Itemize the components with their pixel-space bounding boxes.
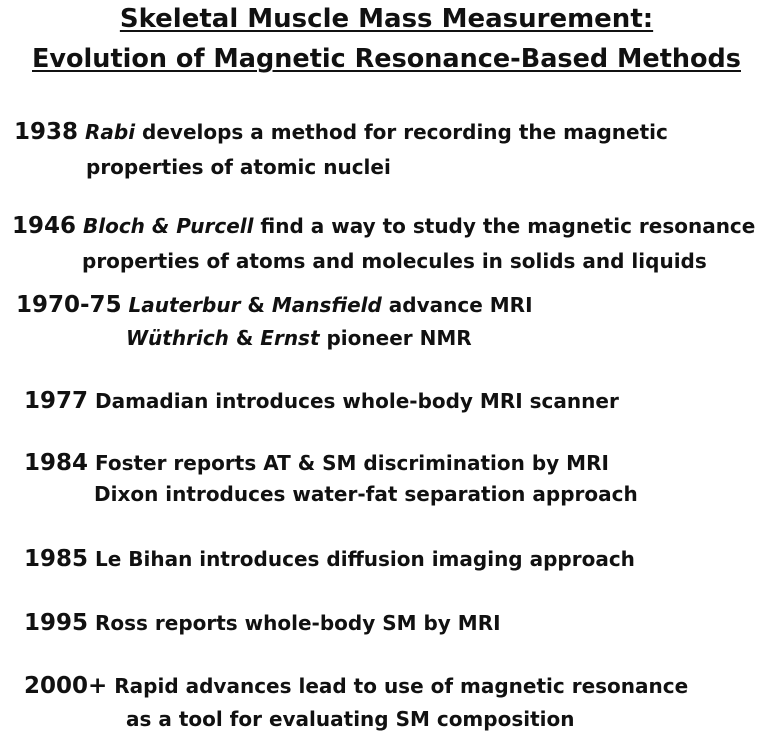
entry-1946-line-1 xyxy=(12,212,755,240)
entry-text: find a way to study the magnetic resonance xyxy=(253,214,756,238)
entry-year: 1938 xyxy=(14,119,79,145)
entry-text: develops a method for recording the magnetic xyxy=(135,120,668,144)
entry-2000-line-1 xyxy=(24,672,688,700)
entry-year: 2000+ xyxy=(24,673,108,699)
entry-1946-line-2: properties of atoms and molecules in solids and liquids xyxy=(82,249,707,273)
entry-year: 1995 xyxy=(24,610,89,636)
entry-1984-line-2: Dixon introduces water-fat separation approach xyxy=(94,482,638,506)
entry-2000-line-2: as a tool for evaluating SM composition xyxy=(126,707,575,731)
entry-text: & xyxy=(228,326,261,350)
entry-text: Le Bihan introduces diffusion imaging approach xyxy=(94,547,635,571)
entry-person-name: Lauterbur xyxy=(128,293,241,317)
entry-text: Rapid advances lead to use of magnetic resonance xyxy=(114,674,689,698)
entry-person-name: Rabi xyxy=(84,120,136,144)
entry-text: advance MRI xyxy=(381,293,533,317)
entry-year: 1984 xyxy=(24,450,89,476)
entry-person-name: Wüthrich xyxy=(126,326,229,350)
entry-person-name: Ernst xyxy=(260,326,320,350)
entry-year: 1977 xyxy=(24,388,89,414)
entry-1938-line-1 xyxy=(14,118,668,146)
entry-1970-75-line-1 xyxy=(16,291,533,319)
entry-text: & xyxy=(240,293,272,317)
entry-year: 1985 xyxy=(24,546,89,572)
entry-text: Ross reports whole-body SM by MRI xyxy=(94,611,501,635)
page-title-line-1: Skeletal Muscle Mass Measurement: xyxy=(119,4,654,34)
entry-1985-line-1 xyxy=(24,545,635,573)
entry-year: 1946 xyxy=(12,213,77,239)
entry-text: Damadian introduces whole-body MRI scanner xyxy=(94,389,619,413)
entry-person-name: Mansfield xyxy=(271,293,382,317)
entry-1938-line-2: properties of atomic nuclei xyxy=(86,155,391,179)
entry-1984-line-1 xyxy=(24,449,609,477)
entry-1995-line-1 xyxy=(24,609,501,637)
page-title-line-2: Evolution of Magnetic Resonance-Based Methods xyxy=(32,44,741,74)
entry-year: 1970-75 xyxy=(16,292,122,318)
entry-1977-line-1 xyxy=(24,387,619,415)
entry-text: pioneer NMR xyxy=(319,326,472,350)
entry-text: Foster reports AT & SM discrimination by MRI xyxy=(94,451,609,475)
entry-1970-75-line-2 xyxy=(126,324,472,352)
entry-person-name: Bloch & Purcell xyxy=(82,214,254,238)
